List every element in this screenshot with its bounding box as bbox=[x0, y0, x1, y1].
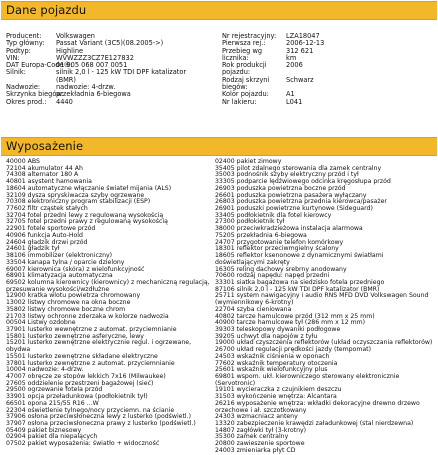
equipment-item: 69801 wspom. ukł. kierowniczego sterowany elektronicznie (Servotronic) bbox=[215, 373, 400, 387]
equipment-item: 75205 przekładnia 6-biegowa bbox=[215, 231, 307, 239]
field-value: L041 bbox=[286, 97, 303, 106]
equipment-item: 24503 wskaźnik ciśnienia w oponach bbox=[215, 352, 330, 360]
equipment-item: 26901 poduszki powietrzne kurtynowe (Sideguard) bbox=[215, 205, 373, 213]
equipment-item: 32705 fotel przedni prawy z regulowaną wysokością bbox=[6, 218, 168, 226]
field-value: 4440 bbox=[56, 97, 73, 106]
equipment-item: 27605 oddzielenie przestrzeni bagażowej (sieć) bbox=[6, 379, 154, 387]
equipment-item: 10004 nadwozie: 4-drzw. bbox=[6, 366, 84, 374]
field-value: Highline bbox=[56, 46, 84, 55]
field-label: Silnik: bbox=[6, 68, 26, 77]
equipment-item: 13320 zabezpieczenie krawędzi załadunkowej (stal nierdzewna) bbox=[215, 420, 414, 428]
equipment-item: 02904 pakiet dla niepalących bbox=[6, 433, 98, 441]
equipment-item: 33301 siatka bagażowa na siedzisko fotela przedniego bbox=[215, 278, 385, 286]
equipment-item: 14807 zagłówki tył (3-krotny) bbox=[215, 426, 307, 434]
equipment-item: 37906 osłona przeciwsłoneczna lewy z lusterko (podświetl.) bbox=[6, 413, 191, 421]
equipment-item: 39205 uchwyt dla napojów z tyłu bbox=[215, 332, 318, 340]
field-label: licznika: bbox=[222, 53, 249, 62]
equipment-item: 05409 pakiet biznesowy bbox=[6, 426, 82, 434]
equipment-item: 13002 listwy chromowe na okna boczne bbox=[6, 299, 131, 307]
equipment-item: 15801 lusterko zewnętrzne asferyczne, lewy bbox=[6, 332, 144, 340]
field-label: Producent: bbox=[6, 32, 42, 40]
equipment-item: 26216 wyposażenie wnętrza: wkładki dekoracyjne drewno drzewo orzechowe i ał. szczotkowany bbox=[215, 399, 420, 414]
equipment-item: 26803 poduszka powietrzna przednia kierowca/pasażer bbox=[215, 198, 387, 206]
equipment-item: 24601 gładzik tył bbox=[6, 245, 60, 253]
vehicle-data-title: Dane pojazdu bbox=[6, 3, 87, 17]
field-value: Schwarz bbox=[286, 75, 314, 84]
field-label: Nr lakieru: bbox=[222, 97, 257, 106]
field-label: Okres prod.: bbox=[6, 97, 47, 106]
vehicle-field-row bbox=[222, 77, 426, 92]
equipment-item: 19000 układ czyszczenia reflektorów (układ oczyszczania reflektorów) bbox=[215, 339, 433, 347]
equipment-item: 47007 obręcze ze stopów lekkich 7x16 (Milwaukee) bbox=[6, 373, 166, 380]
equipment-item: 37801 lusterko zewnętrzne z automat. przyciemnianie bbox=[6, 359, 175, 367]
field-value: km bbox=[286, 53, 297, 62]
equipment-item: 37907 osłona przeciwsłoneczna prawy z lusterko (podświetl.) bbox=[6, 420, 196, 428]
field-value: silnik 2,0 l - 125 kW TDI DPF katalizator (BMR) bbox=[56, 68, 187, 84]
equipment-left-column bbox=[6, 159, 216, 448]
equipment-item: 70308 elektroniczny program stabilizacji (ESP) bbox=[6, 198, 151, 206]
field-label: Przebieg wg bbox=[222, 46, 263, 55]
field-value: nadwozie: 4-drzw. bbox=[56, 83, 116, 92]
field-value: WVWZZZ3CZ7E127832 bbox=[56, 53, 134, 62]
vehicle-field-row bbox=[6, 99, 201, 106]
equipment-item: 19101 wycieraczka z czujnikiem deszczu bbox=[215, 386, 342, 394]
equipment-item: 15501 lusterko zewnętrzne składane elektryczne bbox=[6, 352, 158, 360]
equipment-item: 22704 szyba cieniowana bbox=[215, 305, 292, 313]
equipment-item: 32109 dysza spryskiwacza szyby ogrzewane bbox=[6, 191, 145, 199]
equipment-item: 33305 podparcie lędźwiowego odcinka kręgosłupa przód bbox=[215, 178, 391, 186]
equipment-item: 37901 lusterko wewnętrzne z automat. przyciemnianie bbox=[6, 325, 177, 333]
equipment-item: 35405 pilot zdalnego sterowania dla zamek centralny bbox=[215, 164, 382, 172]
equipment-item: 40906 funkcja Auto-Hold bbox=[6, 231, 83, 239]
equipment-item: 38000 przeciwkradzieżowa instalacja alarmowa bbox=[215, 225, 363, 233]
equipment-item: 00504 Listwy ozdobne bbox=[6, 319, 76, 327]
equipment-item: 29500 ogrzewanie fotela przód bbox=[6, 386, 103, 394]
field-value: A1 bbox=[286, 90, 295, 99]
equipment-item: 72104 akumulator 44 Ah bbox=[6, 164, 83, 172]
field-label: DAT Europa-Code®: bbox=[6, 61, 73, 70]
field-label: Podtyp: bbox=[6, 46, 31, 55]
equipment-item: 26601 poduszka powietrzna pasażera wyłączany bbox=[215, 191, 367, 199]
equipment-item: 69502 kolumna kierownicy (kierownicy) z mechaniczną regulacją, przesuwanie wysokości/wzdłużne bbox=[6, 278, 210, 293]
equipment-item: 20800 zawieszenie sportowe bbox=[215, 440, 305, 448]
field-value: 312 621 bbox=[286, 46, 314, 55]
field-label: Kolor pojazdu: bbox=[222, 90, 269, 99]
vehicle-field-row bbox=[6, 69, 201, 84]
equipment-item: 77602 wskaźnik temperatury otoczenia bbox=[215, 359, 338, 367]
vehicle-data-left-column bbox=[6, 33, 201, 106]
field-label: Rok produkcji pojazdu: bbox=[222, 61, 267, 77]
equipment-item: 25601 wskaźnik wielofunkcyjny plus bbox=[215, 366, 328, 374]
equipment-item: 24604 gładzik drzwi przód bbox=[6, 238, 88, 246]
equipment-item: 16305 reling dachowy srebrny anodowany bbox=[215, 265, 347, 273]
field-value: przekładnia 6-biegowa bbox=[56, 90, 131, 99]
equipment-item: 15201 lusterko zewnętrzne elektrycznie regul. i ogrzewane, obydwa bbox=[6, 339, 192, 354]
equipment-item: 12900 kratka wlotu powietrza chromowany bbox=[6, 292, 141, 300]
vehicle-field-row bbox=[6, 40, 201, 47]
equipment-item: 35300 zamek centralny bbox=[215, 433, 289, 441]
equipment-item: 32704 fotel przedni lewy z regulowaną wysokością bbox=[6, 211, 164, 219]
equipment-item: 40801 asystent hamowania bbox=[6, 178, 92, 186]
equipment-item: 40802 tarcze hamulcowe przód (312 mm x 25 mm) bbox=[215, 312, 375, 320]
field-value: Passat Variant (3C5)(08.2005->) bbox=[56, 39, 164, 48]
equipment-item: 26700 układ regulacji prędkości jazdy (tempomat) bbox=[215, 346, 372, 354]
equipment-item: 87106 silnik 2,0 l - 125 kW TDI DPF katalizator (BMR) bbox=[215, 285, 380, 293]
field-value: LZA18047 bbox=[286, 32, 320, 40]
field-value: 01 905 068 007 0051 bbox=[56, 61, 128, 70]
equipment-item: 77602 filtr cząstek stałych bbox=[6, 205, 88, 213]
equipment-title: Wyposażenie bbox=[6, 139, 84, 153]
equipment-item: 24303 wzmacniacz anteny bbox=[215, 413, 298, 421]
vehicle-data-right-column bbox=[222, 33, 426, 106]
equipment-item: 18605 reflektor ksenonowe z dynamicznymi światłami doświetlającymi zakręty bbox=[215, 252, 384, 266]
field-value: 2006 bbox=[286, 61, 303, 70]
field-label: Rodzaj skrzyni biegów: bbox=[222, 75, 270, 92]
equipment-item: 33901 opcja przeładunkowa (podłokietnik tył) bbox=[6, 393, 148, 401]
equipment-item: 35003 podnośnik szyby elektryczny przód i tył bbox=[215, 171, 359, 179]
equipment-item: 40000 ABS bbox=[6, 158, 40, 165]
equipment-item: 33504 kanapa tylna / oparcie dzielony bbox=[6, 258, 125, 266]
field-label: Typ główny: bbox=[6, 39, 45, 48]
equipment-item: 70600 rodzaj napędu: napęd przedni bbox=[215, 272, 330, 280]
vehicle-field-row bbox=[222, 48, 426, 55]
equipment-item: 26903 poduszka powietrzna boczne przód bbox=[215, 184, 346, 192]
equipment-item: 18301 reflektor przeciwmgielny ścalony bbox=[215, 245, 339, 253]
equipment-item: 66501 opona 215/55 R16 ...W bbox=[6, 399, 99, 407]
field-label: Nadwozie: bbox=[6, 83, 41, 92]
equipment-item: 22304 oświetlenie tylnego/nocy przyciemn. na ścianie bbox=[6, 406, 175, 414]
equipment-item: 39303 teleskopowy dywaniki podłogowe bbox=[215, 325, 341, 333]
equipment-item: 18604 automatyczne włączanie świateł mijania (ALS) bbox=[6, 184, 172, 192]
equipment-item: 24707 przygotowanie telefon komórkowy bbox=[215, 238, 344, 246]
equipment-item: 07502 pakiet wyposażenia: światło + widoczność bbox=[6, 440, 160, 448]
equipment-item: 25711 system nawigacyjny i audio RNS MFD DVD Volkswagen Sound (wymiennikowy 6-krotny) bbox=[215, 292, 429, 307]
equipment-item: 74308 alternator 180 A bbox=[6, 171, 79, 179]
field-label: Pierwsza rej.: bbox=[222, 39, 266, 48]
equipment-item: 38106 immobilizer (elektroniczny) bbox=[6, 252, 113, 260]
vehicle-field-row bbox=[222, 62, 426, 77]
equipment-item: 40900 tarcze hamulcowe tył (286 mm x 12 mm) bbox=[215, 319, 366, 327]
equipment-item: 02400 pakiet zimowy bbox=[215, 158, 282, 165]
equipment-item: 27300 podłokietnik tył bbox=[215, 218, 285, 226]
vehicle-data-header bbox=[1, 1, 437, 20]
equipment-item: 35802 listwy chromowe boczne chrom bbox=[6, 305, 126, 313]
field-value: 2006-12-13 bbox=[286, 39, 325, 48]
equipment-item: 33405 podłokietnik dla fotel kierowcy bbox=[215, 211, 332, 219]
equipment-right-column bbox=[215, 159, 435, 455]
vehicle-field-row bbox=[222, 99, 426, 106]
equipment-item: 31503 wykończenie wnętrza: Alcantara bbox=[215, 393, 337, 401]
equipment-item: 68901 klimatyzacja automatyczna bbox=[6, 272, 113, 280]
equipment-item: 69007 kierownica (skóra) z wielofunkcyjność bbox=[6, 265, 145, 273]
equipment-item: 21703 listwy ochronne zderzaka w kolorze nadwozia bbox=[6, 312, 169, 320]
equipment-item: 24003 zmieniarka płyt CD bbox=[215, 446, 296, 454]
field-label: Nr rejestracyjny: bbox=[222, 32, 277, 40]
field-value: Volkswagen bbox=[56, 32, 95, 40]
equipment-header bbox=[1, 137, 437, 156]
field-label: VIN: bbox=[6, 53, 20, 62]
field-label: Skrzynka biegów: bbox=[6, 90, 64, 99]
equipment-item: 22901 fotele sportowe przód bbox=[6, 225, 96, 233]
